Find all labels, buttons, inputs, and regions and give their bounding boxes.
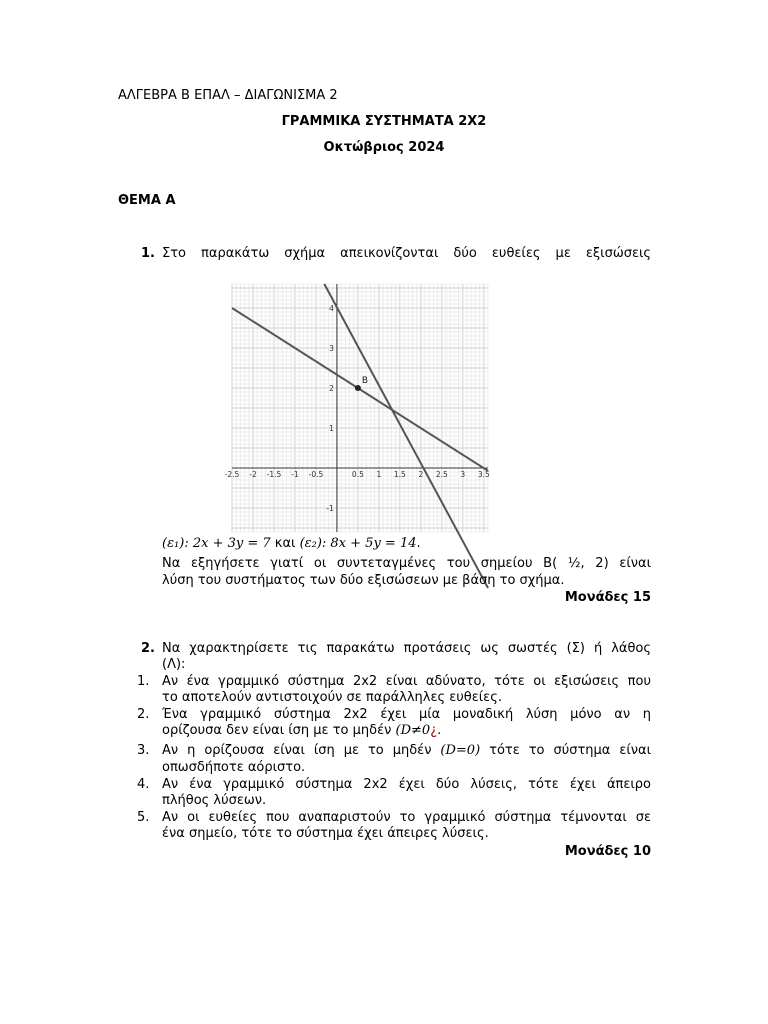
y-tick-label: 2 — [329, 384, 334, 393]
item-number: 1. — [137, 674, 150, 689]
x-tick-label: -1.5 — [266, 470, 282, 479]
item-number: 2. — [137, 707, 150, 722]
q1-intro: Στο παρακάτω σχήμα απεικονίζονται δύο ευθείες με εξισώσεις — [162, 246, 651, 261]
x-tick-label: -2 — [249, 470, 257, 479]
item-1-line-2: το αποτελούν αντιστοιχούν σε παράλληλες ευθείες. — [162, 690, 502, 705]
item-4-line-1: Αν ένα γραμμικό σύστημα 2x2 έχει δύο λύσεις, τότε έχει άπειρο — [162, 777, 651, 792]
q2-intro-line-2: (Λ): — [162, 657, 186, 672]
x-tick-label: 3 — [460, 470, 466, 479]
item-4-line-2: πλήθος λύσεων. — [162, 793, 267, 808]
stray-glyph: ¿ — [430, 723, 438, 738]
item-3-text-c: τότε το σύστημα είναι — [489, 743, 651, 758]
x-tick-label: 1 — [376, 470, 382, 479]
q1-equations: (ε₁): 2x + 3y = 7 και (ε₂): 8x + 5y = 14. — [162, 536, 421, 551]
item-5-line-1: Αν οι ευθείες που αναπαριστούν το γραμμικό σύστημα τέμνονται σε — [162, 810, 651, 825]
item-number: 4. — [137, 777, 150, 792]
x-tick-label: -1 — [291, 470, 299, 479]
lines-graph — [224, 284, 490, 532]
document-date: Οκτώβριος 2024 — [323, 140, 445, 155]
q1-text-line-1: Να εξηγήσετε γιατί οι συντεταγμένες του σημείου Β( ½, 2) είναι — [162, 556, 651, 571]
determinant-zero: (D=0) — [440, 743, 481, 758]
item-2-line-1: Ένα γραμμικό σύστημα 2x2 έχει μία μοναδική λύση μόνο αν η — [162, 707, 651, 722]
item-2-period: . — [437, 723, 442, 738]
y-tick-label: -1 — [326, 504, 334, 513]
equation-1: (ε₁): 2x + 3y = 7 — [162, 536, 271, 551]
x-tick-label: 3.5 — [477, 470, 490, 479]
item-5-line-2: ένα σημείο, τότε το σύστημα έχει άπειρες λύσεις. — [162, 826, 489, 841]
document-title: ΓΡΑΜΜΙΚΑ ΣΥΣΤΗΜΑΤΑ 2Χ2 — [281, 114, 487, 129]
q1-number: 1. — [141, 246, 155, 261]
section-title: ΘΕΜΑ Α — [118, 193, 176, 208]
x-tick-label: 1.5 — [393, 470, 406, 479]
item-2-line-2 — [162, 723, 441, 739]
item-3-line-2: οπωσδήποτε αόριστο. — [162, 760, 306, 775]
and-word: και — [274, 536, 296, 551]
point-b-label: B — [361, 376, 369, 386]
determinant-condition: (D≠0 — [395, 723, 431, 738]
item-3-text-a: Αν η ορίζουσα είναι ίση με το μηδέν — [162, 743, 432, 758]
x-tick-label: -0.5 — [308, 470, 324, 479]
header-line: ΑΛΓΕΒΡΑ Β ΕΠΑΛ – ΔΙΑΓΩΝΙΣΜΑ 2 — [118, 88, 338, 103]
x-tick-label: 2 — [418, 470, 424, 479]
point-b — [355, 385, 361, 391]
x-tick-label: -2.5 — [224, 470, 240, 479]
y-tick-label: 3 — [329, 344, 334, 353]
x-tick-label: 2.5 — [435, 470, 448, 479]
item-1-line-1: Αν ένα γραμμικό σύστημα 2x2 είναι αδύνατο, τότε οι εξισώσεις που — [162, 674, 651, 689]
q2-number: 2. — [141, 641, 155, 656]
item-number: 3. — [137, 743, 150, 758]
q1-marks: Μονάδες 15 — [564, 590, 651, 605]
x-tick-label: 0.5 — [351, 470, 364, 479]
y-tick-label: 4 — [329, 304, 334, 313]
item-3-line-1 — [162, 743, 651, 759]
q2-marks: Μονάδες 10 — [564, 844, 651, 859]
y-tick-label: 1 — [329, 424, 334, 433]
q2-intro-line-1: Να χαρακτηρίσετε τις παρακάτω προτάσεις ως σωστές (Σ) ή λάθος — [162, 641, 651, 656]
item-number: 5. — [137, 810, 150, 825]
item-2-text: ορίζουσα δεν είναι ίση με το μηδέν — [162, 723, 392, 738]
q1-text-line-2: λύση του συστήματος των δύο εξισώσεων με βάση το σχήμα. — [162, 573, 565, 588]
equation-2: (ε₂): 8x + 5y = 14 — [299, 536, 417, 551]
